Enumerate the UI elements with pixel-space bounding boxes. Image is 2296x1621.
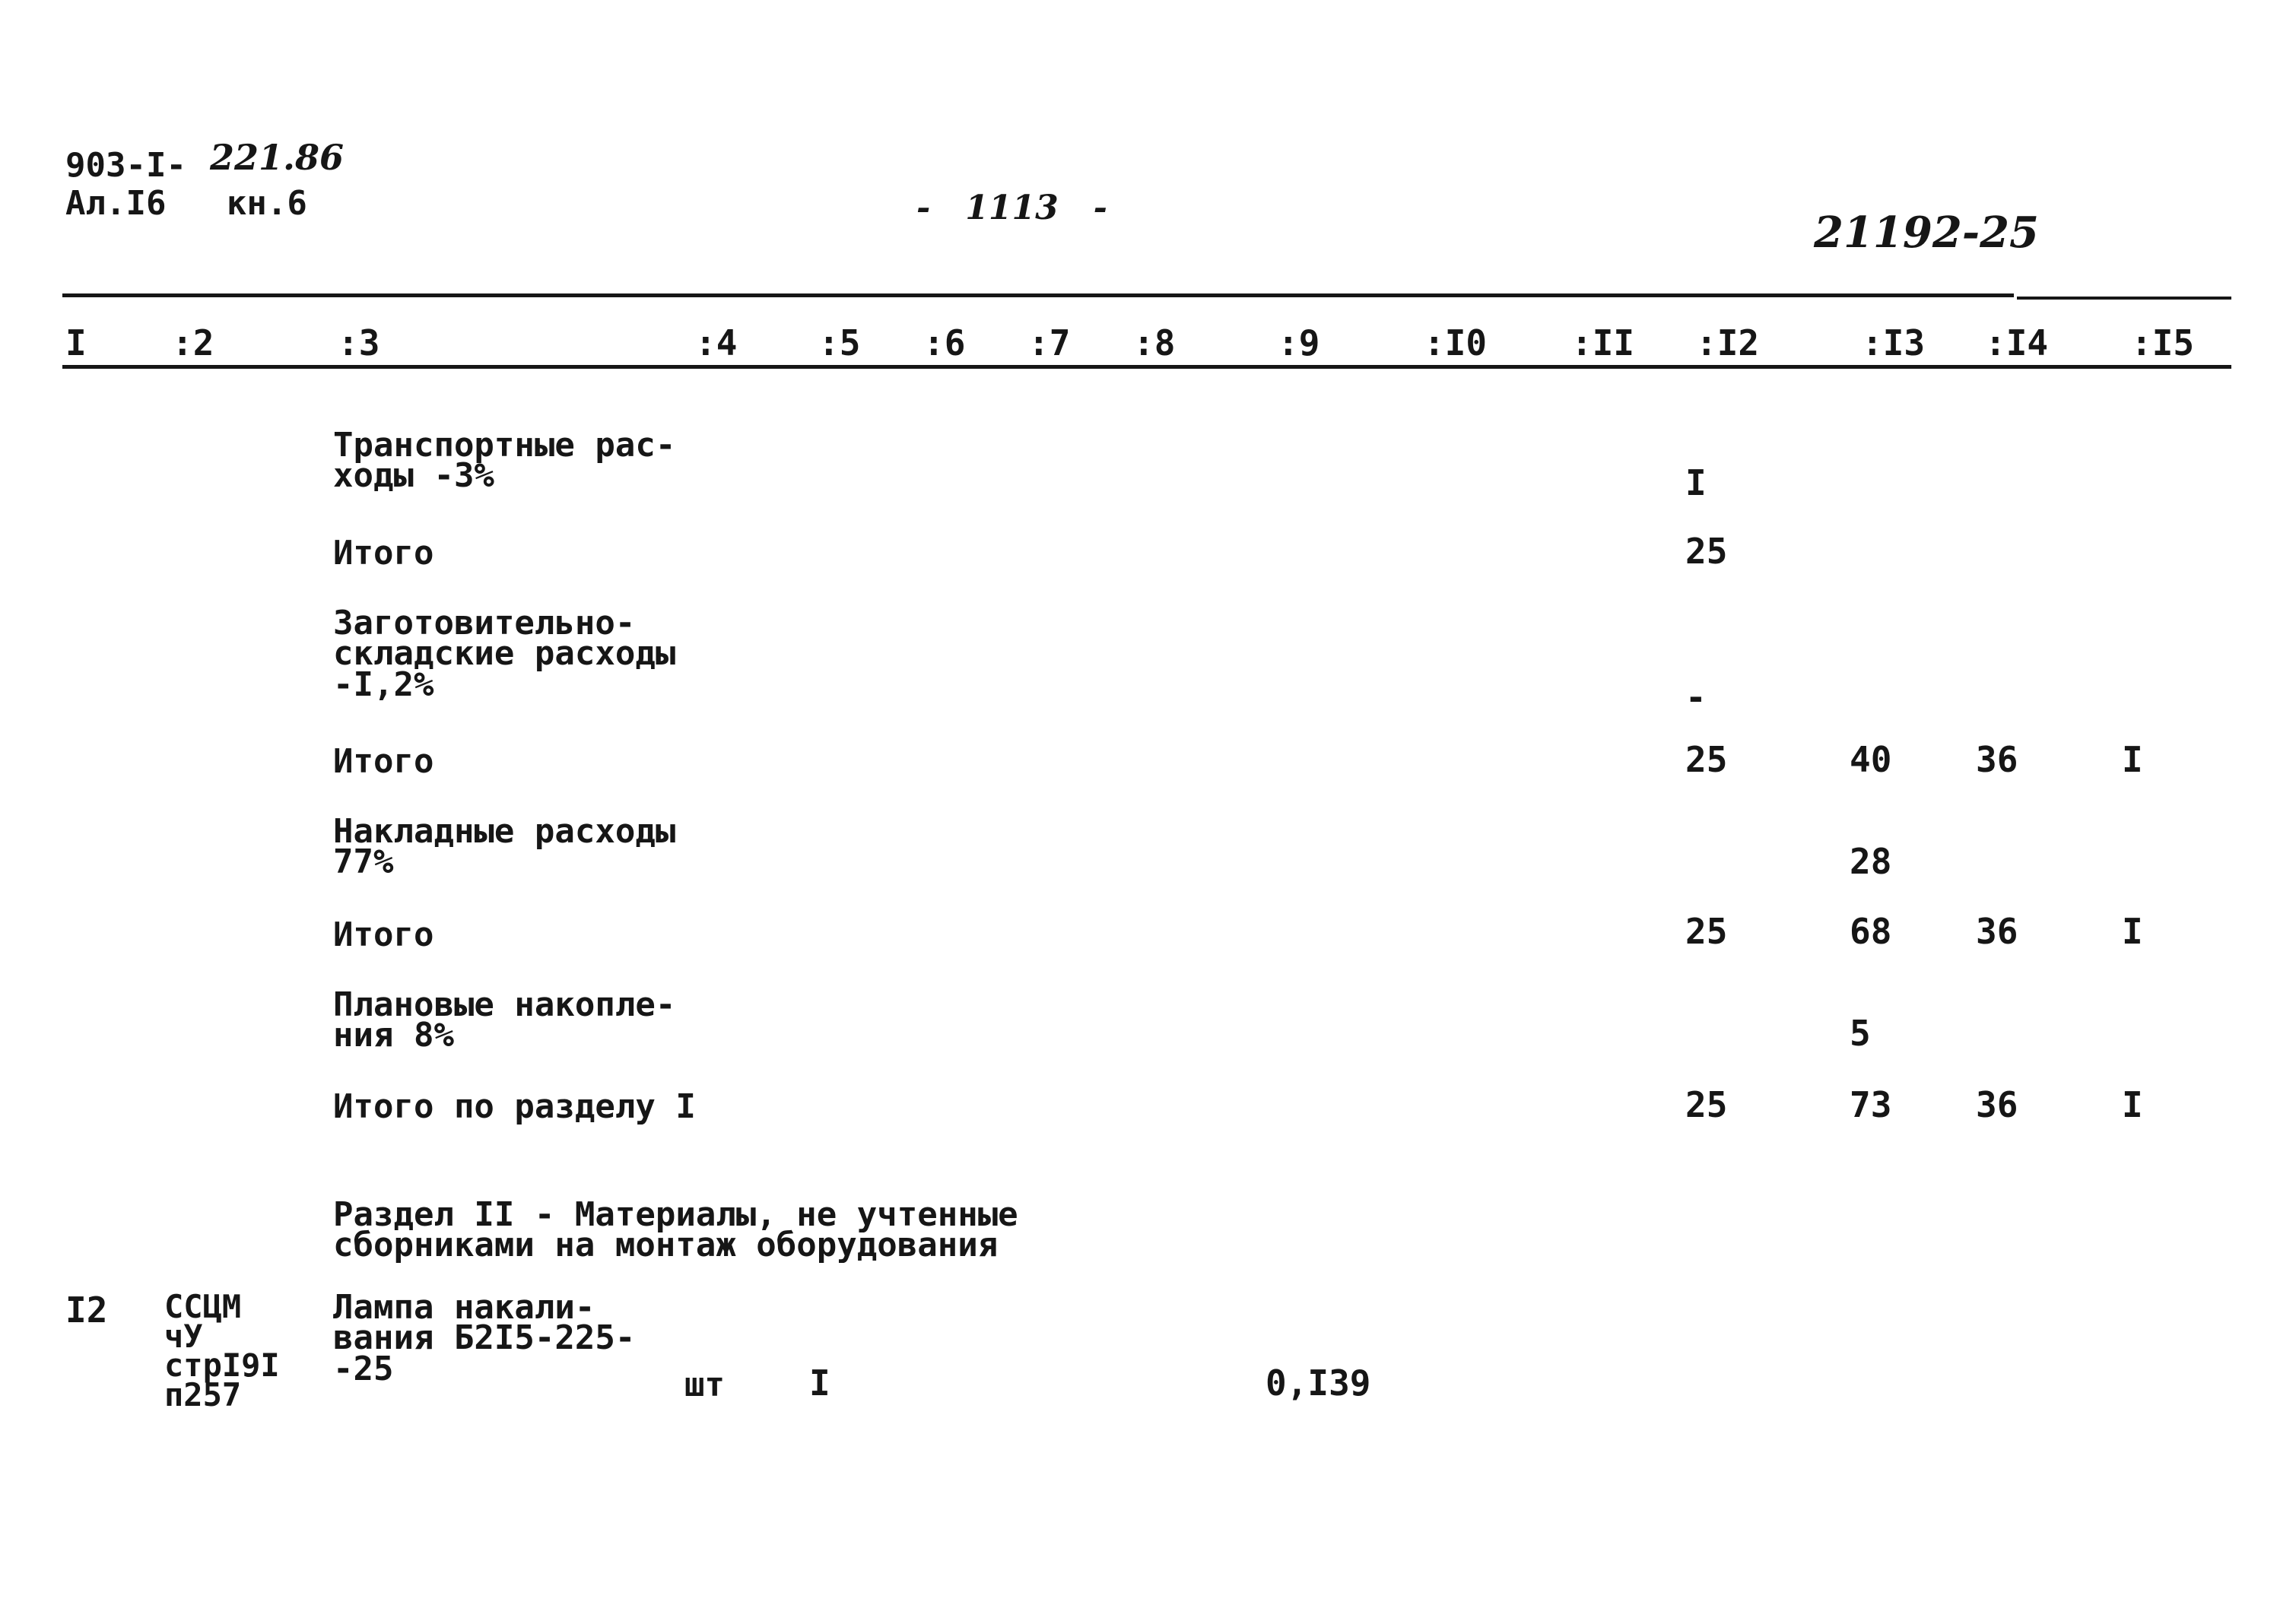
cell-col12: 25 [1685, 739, 1728, 780]
item-price: 0,I39 [1265, 1362, 1371, 1404]
row-description: Итого [333, 534, 434, 573]
col-14-header: :I4 [1985, 322, 2049, 363]
item-name: Лампа накали- вания Б2I5-225- -25 [333, 1288, 636, 1388]
col-11-header: :II [1571, 322, 1635, 363]
col-10-header: :I0 [1424, 322, 1488, 363]
col-1-header: I [65, 322, 87, 363]
document-code-handwritten: 21192-25 [1814, 208, 2039, 258]
cell-col14: 36 [1976, 1084, 2018, 1125]
col-6-header: :6 [923, 322, 966, 363]
project-number-handwritten: 221.86 [210, 137, 345, 178]
col-9-header: :9 [1278, 322, 1320, 363]
col-3-header: :3 [338, 322, 380, 363]
col-8-header: :8 [1133, 322, 1176, 363]
cell-col13: 73 [1850, 1084, 1892, 1125]
cell-col12: 25 [1685, 531, 1728, 572]
page-number: - 1113 - [916, 189, 1107, 227]
col-5-header: :5 [818, 322, 861, 363]
row-description: Плановые накопле- ния 8% [333, 985, 676, 1055]
col-4-header: :4 [695, 322, 738, 363]
item-quantity: I [809, 1362, 830, 1404]
row-description: Итого [333, 915, 434, 954]
col-13-header: :I3 [1862, 322, 1926, 363]
col-12-header: :I2 [1696, 322, 1760, 363]
project-prefix: 903-I- [65, 146, 186, 185]
cell-col13: 40 [1850, 739, 1892, 780]
item-source: ССЦМ чУ стрI9I п257 [164, 1288, 280, 1413]
cell-col12: 25 [1685, 911, 1728, 952]
row-description: Накладные расходы 77% [333, 812, 676, 882]
album-book: Ал.I6 кн.6 [65, 184, 307, 223]
cell-col12: - [1685, 677, 1707, 718]
cell-col13: 5 [1850, 1013, 1871, 1054]
cell-col12: I [1685, 462, 1707, 503]
header-top-rule-right [2017, 297, 2231, 300]
header-top-rule [62, 293, 2014, 297]
col-2-header: :2 [172, 322, 214, 363]
row-description: Заготовительно- складские расходы -I,2% [333, 604, 676, 704]
row-description: Итого [333, 742, 434, 781]
cell-col15: I [2122, 739, 2143, 780]
cell-col15: I [2122, 911, 2143, 952]
cell-col12: 25 [1685, 1084, 1728, 1125]
cell-col13: 68 [1850, 911, 1892, 952]
item-unit: шт [684, 1366, 725, 1404]
col-7-header: :7 [1028, 322, 1071, 363]
cell-col14: 36 [1976, 911, 2018, 952]
cell-col14: 36 [1976, 739, 2018, 780]
item-number: I2 [65, 1290, 108, 1331]
cell-col15: I [2122, 1084, 2143, 1125]
row-description: Итого по разделу I [333, 1087, 696, 1126]
section-2-title: Раздел II - Материалы, не учтенные сборниками на монтаж оборудования [333, 1195, 1018, 1265]
cell-col13: 28 [1850, 841, 1892, 882]
row-description: Транспортные рас- ходы -3% [333, 426, 676, 496]
col-15-header: :I5 [2131, 322, 2195, 363]
column-header-rule [62, 365, 2231, 369]
